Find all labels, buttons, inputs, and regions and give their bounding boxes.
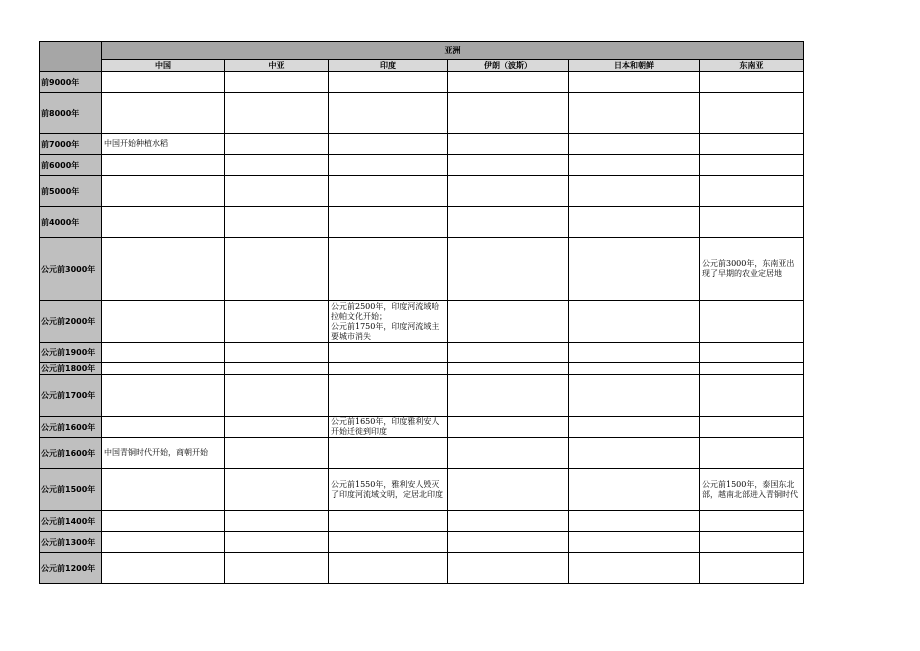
data-cell[interactable] xyxy=(569,207,700,238)
data-cell[interactable] xyxy=(448,176,569,207)
row-header-cell[interactable]: 前6000年 xyxy=(40,155,102,176)
data-cell[interactable] xyxy=(329,207,448,238)
spreadsheet-table xyxy=(39,41,804,584)
data-cell[interactable] xyxy=(102,72,225,93)
data-cell[interactable] xyxy=(225,238,329,301)
data-cell[interactable] xyxy=(225,72,329,93)
data-cell[interactable] xyxy=(569,72,700,93)
data-cell[interactable] xyxy=(329,532,448,553)
data-cell[interactable] xyxy=(102,134,225,155)
data-cell[interactable] xyxy=(448,532,569,553)
table-row xyxy=(40,532,804,553)
data-cell[interactable] xyxy=(569,238,700,301)
cell-text: 中国青铜时代开始，商朝开始 xyxy=(104,448,208,457)
data-cell[interactable] xyxy=(102,511,225,532)
data-cell[interactable] xyxy=(569,438,700,469)
data-cell[interactable] xyxy=(102,438,225,469)
row-header-cell[interactable]: 前9000年 xyxy=(40,72,102,93)
row-header-cell[interactable]: 公元前1600年 xyxy=(40,438,102,469)
data-cell[interactable] xyxy=(329,93,448,134)
data-cell[interactable] xyxy=(569,343,700,363)
table-row xyxy=(40,72,804,93)
data-cell[interactable] xyxy=(700,438,804,469)
row-header-cell[interactable]: 公元前1800年 xyxy=(40,363,102,375)
data-cell[interactable] xyxy=(102,155,225,176)
row-header-cell[interactable]: 公元前3000年 xyxy=(40,238,102,301)
row-header-cell[interactable]: 前7000年 xyxy=(40,134,102,155)
data-cell[interactable] xyxy=(102,375,225,417)
data-cell[interactable] xyxy=(700,72,804,93)
data-cell[interactable] xyxy=(448,207,569,238)
column-header-japan-korea[interactable]: 日本和朝鲜 xyxy=(569,60,700,72)
data-cell[interactable] xyxy=(102,176,225,207)
data-cell[interactable] xyxy=(225,363,329,375)
data-cell[interactable] xyxy=(700,417,804,438)
data-cell[interactable] xyxy=(225,301,329,343)
data-cell[interactable] xyxy=(700,553,804,584)
data-cell[interactable] xyxy=(700,469,804,511)
column-header-india[interactable]: 印度 xyxy=(329,60,448,72)
data-cell[interactable] xyxy=(700,375,804,417)
data-cell[interactable] xyxy=(225,155,329,176)
data-cell[interactable] xyxy=(448,301,569,343)
table-row xyxy=(40,155,804,176)
column-header-china[interactable]: 中国 xyxy=(102,60,225,72)
data-cell[interactable] xyxy=(102,417,225,438)
data-cell[interactable] xyxy=(569,363,700,375)
data-cell[interactable] xyxy=(448,438,569,469)
row-header-cell[interactable]: 公元前1300年 xyxy=(40,532,102,553)
row-header-cell[interactable]: 公元前1600年 xyxy=(40,417,102,438)
data-cell[interactable] xyxy=(225,511,329,532)
data-cell[interactable] xyxy=(329,343,448,363)
data-cell[interactable] xyxy=(448,134,569,155)
data-cell[interactable] xyxy=(448,343,569,363)
cell-text: 公元前3000年，东南亚出现了早期的农业定居地 xyxy=(702,259,795,278)
data-cell[interactable] xyxy=(569,532,700,553)
data-cell[interactable] xyxy=(700,134,804,155)
table-row xyxy=(40,301,804,343)
data-cell[interactable] xyxy=(102,207,225,238)
column-header-row xyxy=(40,60,804,72)
data-cell[interactable] xyxy=(102,553,225,584)
row-header-cell[interactable]: 前8000年 xyxy=(40,93,102,134)
data-cell[interactable] xyxy=(225,438,329,469)
cell-text: 公元前1650年，印度雅利安人开始迁徙到印度 xyxy=(331,417,440,436)
data-cell[interactable] xyxy=(700,301,804,343)
data-cell[interactable] xyxy=(448,93,569,134)
data-cell[interactable] xyxy=(329,375,448,417)
data-cell[interactable] xyxy=(700,238,804,301)
data-cell[interactable] xyxy=(569,301,700,343)
data-cell[interactable] xyxy=(700,363,804,375)
data-cell[interactable] xyxy=(448,238,569,301)
data-cell[interactable] xyxy=(700,532,804,553)
data-cell[interactable] xyxy=(448,469,569,511)
cell-text: 公元前1500年，泰国东北部，越南北部进入青铜时代 xyxy=(702,479,798,499)
data-cell[interactable] xyxy=(569,417,700,438)
data-cell[interactable] xyxy=(448,155,569,176)
table-row xyxy=(40,438,804,469)
data-cell[interactable] xyxy=(329,363,448,375)
data-cell[interactable] xyxy=(700,343,804,363)
row-header-cell[interactable]: 前4000年 xyxy=(40,207,102,238)
data-cell[interactable] xyxy=(448,72,569,93)
data-cell[interactable] xyxy=(700,511,804,532)
data-cell[interactable] xyxy=(102,301,225,343)
column-header-southeast-asia[interactable]: 东南亚 xyxy=(700,60,804,72)
column-header-central-asia[interactable]: 中亚 xyxy=(225,60,329,72)
data-cell[interactable] xyxy=(448,417,569,438)
data-cell[interactable] xyxy=(225,176,329,207)
table-row xyxy=(40,553,804,584)
table-row xyxy=(40,417,804,438)
data-cell[interactable] xyxy=(700,93,804,134)
row-header-cell[interactable]: 公元前2000年 xyxy=(40,301,102,343)
row-header-cell[interactable]: 公元前1400年 xyxy=(40,511,102,532)
data-cell[interactable] xyxy=(569,134,700,155)
data-cell[interactable] xyxy=(569,511,700,532)
data-cell[interactable] xyxy=(329,155,448,176)
data-cell[interactable] xyxy=(448,553,569,584)
data-cell[interactable] xyxy=(225,93,329,134)
cell-text: 公元前2500年，印度河流域哈拉帕文化开始； 公元前1750年，印度河流域主要城市消失 xyxy=(331,301,440,341)
row-header-cell[interactable]: 前5000年 xyxy=(40,176,102,207)
data-cell[interactable] xyxy=(102,343,225,363)
corner-cell[interactable] xyxy=(40,42,102,72)
data-cell[interactable] xyxy=(569,375,700,417)
data-cell[interactable] xyxy=(329,301,448,343)
table-row xyxy=(40,176,804,207)
region-header-cell[interactable]: 亚洲 xyxy=(102,42,804,60)
data-cell[interactable] xyxy=(329,553,448,584)
data-cell[interactable] xyxy=(700,176,804,207)
data-cell[interactable] xyxy=(569,469,700,511)
data-cell[interactable] xyxy=(329,72,448,93)
row-header-cell[interactable]: 公元前1700年 xyxy=(40,375,102,417)
data-cell[interactable] xyxy=(569,93,700,134)
data-cell[interactable] xyxy=(329,176,448,207)
data-cell[interactable] xyxy=(448,511,569,532)
row-header-cell[interactable]: 公元前1200年 xyxy=(40,553,102,584)
cell-text: 公元前1550年，雅利安人毁灭了印度河流域文明，定居北印度 xyxy=(331,479,443,499)
data-cell[interactable] xyxy=(225,553,329,584)
data-cell[interactable] xyxy=(102,93,225,134)
table-row xyxy=(40,363,804,375)
data-cell[interactable] xyxy=(225,375,329,417)
data-cell[interactable] xyxy=(102,363,225,375)
table-row xyxy=(40,469,804,511)
column-header-iran-persia[interactable]: 伊朗（波斯） xyxy=(448,60,569,72)
data-cell[interactable] xyxy=(225,417,329,438)
table-row xyxy=(40,93,804,134)
data-cell[interactable] xyxy=(329,438,448,469)
data-cell[interactable] xyxy=(448,375,569,417)
data-cell[interactable] xyxy=(700,207,804,238)
data-cell[interactable] xyxy=(329,134,448,155)
data-cell[interactable] xyxy=(569,553,700,584)
data-cell[interactable] xyxy=(329,511,448,532)
data-cell[interactable] xyxy=(102,238,225,301)
data-cell[interactable] xyxy=(102,532,225,553)
table-row xyxy=(40,238,804,301)
data-cell[interactable] xyxy=(448,363,569,375)
table-row xyxy=(40,511,804,532)
table-row xyxy=(40,343,804,363)
data-cell[interactable] xyxy=(225,532,329,553)
table-row xyxy=(40,207,804,238)
data-cell[interactable] xyxy=(225,207,329,238)
data-cell[interactable] xyxy=(225,469,329,511)
row-header-cell[interactable]: 公元前1500年 xyxy=(40,469,102,511)
data-cell[interactable] xyxy=(700,155,804,176)
data-cell[interactable] xyxy=(329,417,448,438)
cell-text: 中国开始种植水稻 xyxy=(104,139,168,148)
data-cell[interactable] xyxy=(225,343,329,363)
data-cell[interactable] xyxy=(569,155,700,176)
data-cell[interactable] xyxy=(569,176,700,207)
data-cell[interactable] xyxy=(225,134,329,155)
table-row xyxy=(40,375,804,417)
data-cell[interactable] xyxy=(102,469,225,511)
data-cell[interactable] xyxy=(329,469,448,511)
table-row xyxy=(40,134,804,155)
region-header-row xyxy=(40,42,804,60)
data-cell[interactable] xyxy=(329,238,448,301)
row-header-cell[interactable]: 公元前1900年 xyxy=(40,343,102,363)
